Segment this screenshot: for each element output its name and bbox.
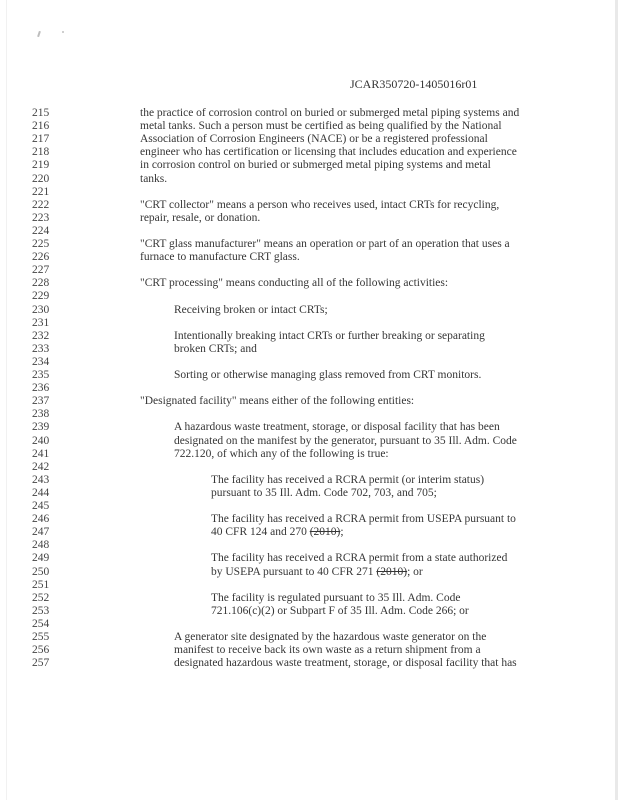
line-text	[211, 591, 460, 605]
document-line	[0, 538, 618, 552]
line-number: 223	[32, 211, 50, 224]
document-line	[0, 617, 618, 631]
line-number: 227	[32, 264, 50, 277]
text-segment: manifest to receive back its own waste as a return shipment from a	[174, 644, 481, 657]
line-number: 254	[32, 617, 50, 630]
text-segment: The facility has received a RCRA permit from a state authorized	[211, 552, 508, 565]
document-id-header: JCAR350720-1405016r01	[350, 77, 478, 91]
line-number: 218	[32, 146, 50, 159]
scan-speck	[62, 31, 64, 33]
text-segment: in corrosion control on buried or submerged metal piping systems and metal	[140, 159, 491, 172]
text-segment: furnace to manufacture CRT glass.	[140, 251, 300, 264]
text-segment: The facility has received a RCRA permit (or interim status)	[211, 473, 485, 486]
text-segment: ;	[340, 526, 344, 539]
line-text	[174, 420, 500, 434]
line-number: 220	[32, 172, 50, 185]
document-line	[0, 499, 618, 513]
text-segment: pursuant to 35 Ill. Adm. Code 702, 703, and 705;	[211, 486, 437, 499]
line-text	[140, 250, 300, 264]
line-number: 233	[32, 342, 50, 355]
text-segment: designated on the manifest by the generator, pursuant to 35 Ill. Adm. Code	[174, 434, 517, 447]
line-number: 242	[32, 460, 50, 473]
line-number: 238	[32, 408, 50, 421]
line-text	[174, 630, 486, 644]
text-segment: ; or	[407, 565, 423, 578]
line-number: 246	[32, 513, 50, 526]
text-segment: engineer who has certification or licensing that includes education and experience	[140, 146, 517, 159]
document-line	[0, 303, 618, 317]
text-segment: broken CRTs; and	[174, 342, 257, 355]
line-text	[174, 303, 328, 317]
document-line	[0, 263, 618, 277]
line-text	[140, 106, 519, 120]
line-text	[211, 486, 437, 500]
line-text	[174, 342, 257, 356]
document-line	[0, 289, 618, 303]
document-line	[0, 329, 618, 343]
line-text	[174, 434, 517, 448]
struck-text: (2010)	[309, 526, 341, 539]
line-text	[140, 132, 488, 146]
text-segment: designated hazardous waste treatment, storage, or disposal facility that has	[174, 657, 517, 670]
line-number: 255	[32, 631, 50, 643]
document-line	[0, 486, 618, 500]
text-segment: A hazardous waste treatment, storage, or disposal facility that has been	[174, 421, 500, 434]
line-number: 239	[32, 421, 50, 434]
line-text	[174, 447, 389, 461]
text-segment: 722.120, of which any of the following is true:	[174, 447, 389, 460]
text-segment: "CRT processing" means conducting all of the following activities:	[140, 277, 449, 290]
document-line	[0, 106, 618, 120]
document-line	[0, 198, 618, 212]
document-line	[0, 145, 618, 159]
document-line	[0, 355, 618, 369]
document-line	[0, 604, 618, 618]
line-text	[140, 198, 499, 212]
text-segment: 40 CFR 124 and 270	[211, 526, 310, 539]
text-segment: Sorting or otherwise managing glass removed from CRT monitors.	[174, 369, 482, 381]
line-number: 256	[32, 644, 50, 657]
line-number: 216	[32, 120, 50, 133]
line-text	[174, 368, 481, 382]
line-text	[211, 565, 423, 579]
document-line	[0, 512, 618, 526]
text-segment: Receiving broken or intact CRTs;	[174, 303, 328, 316]
document-line	[0, 394, 618, 408]
text-segment: The facility has received a RCRA permit from USEPA pursuant to	[211, 513, 516, 526]
text-segment: tanks.	[140, 172, 168, 185]
text-segment: The facility is regulated pursuant to 35 Ill. Adm. Code	[211, 591, 461, 604]
line-number: 237	[32, 395, 50, 408]
text-segment: repair, resale, or donation.	[140, 211, 261, 224]
line-number: 253	[32, 604, 50, 617]
document-line	[0, 656, 618, 670]
line-number: 235	[32, 369, 50, 381]
line-text	[211, 604, 469, 618]
document-line	[0, 119, 618, 133]
document-line	[0, 224, 618, 238]
line-text	[140, 276, 448, 290]
text-segment: 721.106(c)(2) or Subpart F of 35 Ill. Adm. Code 266; or	[211, 604, 469, 617]
line-number: 228	[32, 277, 50, 290]
line-number: 236	[32, 382, 50, 395]
text-segment: Intentionally breaking intact CRTs or further breaking or separating	[174, 329, 485, 342]
document-line	[0, 420, 618, 434]
line-text	[211, 512, 516, 526]
text-segment: metal tanks. Such a person must be certified as being qualified by the National	[140, 120, 502, 133]
line-text	[211, 525, 344, 539]
document-line	[0, 473, 618, 487]
line-number: 222	[32, 198, 50, 211]
text-segment: "Designated facility" means either of the following entities:	[140, 395, 415, 408]
document-line	[0, 237, 618, 251]
line-number: 241	[32, 447, 50, 460]
document-line	[0, 551, 618, 565]
line-number: 247	[32, 526, 50, 539]
document-line	[0, 211, 618, 225]
document-line	[0, 643, 618, 657]
document-line	[0, 591, 618, 605]
document-line	[0, 158, 618, 172]
document-line	[0, 460, 618, 474]
line-number: 251	[32, 578, 50, 591]
line-text	[211, 551, 507, 565]
line-number: 225	[32, 238, 50, 250]
line-text	[211, 473, 484, 487]
line-text	[140, 394, 414, 408]
document-line	[0, 316, 618, 330]
document-line	[0, 342, 618, 356]
text-segment: Association of Corrosion Engineers (NACE) or be a registered professional	[140, 133, 488, 146]
document-line	[0, 276, 618, 290]
line-text	[174, 643, 481, 657]
scan-speck	[37, 31, 41, 37]
line-number: 250	[32, 565, 50, 578]
document-line	[0, 578, 618, 592]
line-text	[140, 119, 502, 133]
document-line	[0, 381, 618, 395]
text-segment: "CRT glass manufacturer" means an operation or part of an operation that uses a	[140, 238, 510, 250]
line-text	[140, 237, 510, 251]
line-number: 224	[32, 224, 50, 237]
document-line	[0, 368, 618, 382]
line-number: 232	[32, 329, 50, 342]
line-number: 215	[32, 107, 50, 119]
line-number: 231	[32, 316, 50, 329]
text-segment: A generator site designated by the hazardous waste generator on the	[174, 631, 487, 643]
line-text	[174, 656, 517, 670]
line-number: 230	[32, 303, 50, 316]
struck-text: (2010)	[376, 565, 408, 578]
line-number: 248	[32, 539, 50, 552]
line-number: 219	[32, 159, 50, 172]
document-line	[0, 185, 618, 199]
text-segment: by USEPA pursuant to 40 CFR 271	[211, 565, 377, 578]
document-line	[0, 630, 618, 644]
document-line	[0, 407, 618, 421]
document-line	[0, 132, 618, 146]
line-text	[140, 211, 260, 225]
line-number: 217	[32, 133, 50, 146]
text-segment: "CRT collector" means a person who receives used, intact CRTs for recycling,	[140, 198, 500, 211]
line-number: 229	[32, 290, 50, 303]
document-line	[0, 525, 618, 539]
line-number: 226	[32, 251, 50, 264]
document-line	[0, 565, 618, 579]
document-line	[0, 447, 618, 461]
text-segment: the practice of corrosion control on buried or submerged metal piping systems and	[140, 107, 520, 119]
line-number: 234	[32, 355, 50, 368]
document-line	[0, 250, 618, 264]
line-text	[140, 145, 517, 159]
line-number: 252	[32, 591, 50, 604]
line-text	[140, 158, 491, 172]
document-line	[0, 434, 618, 448]
line-text	[140, 172, 167, 186]
document-line	[0, 172, 618, 186]
line-text	[174, 329, 485, 343]
line-number: 243	[32, 473, 50, 486]
line-number: 245	[32, 500, 50, 512]
line-number: 240	[32, 434, 50, 447]
line-number: 221	[32, 185, 50, 198]
line-number: 249	[32, 552, 50, 565]
line-number: 244	[32, 486, 50, 499]
line-number: 257	[32, 657, 50, 670]
